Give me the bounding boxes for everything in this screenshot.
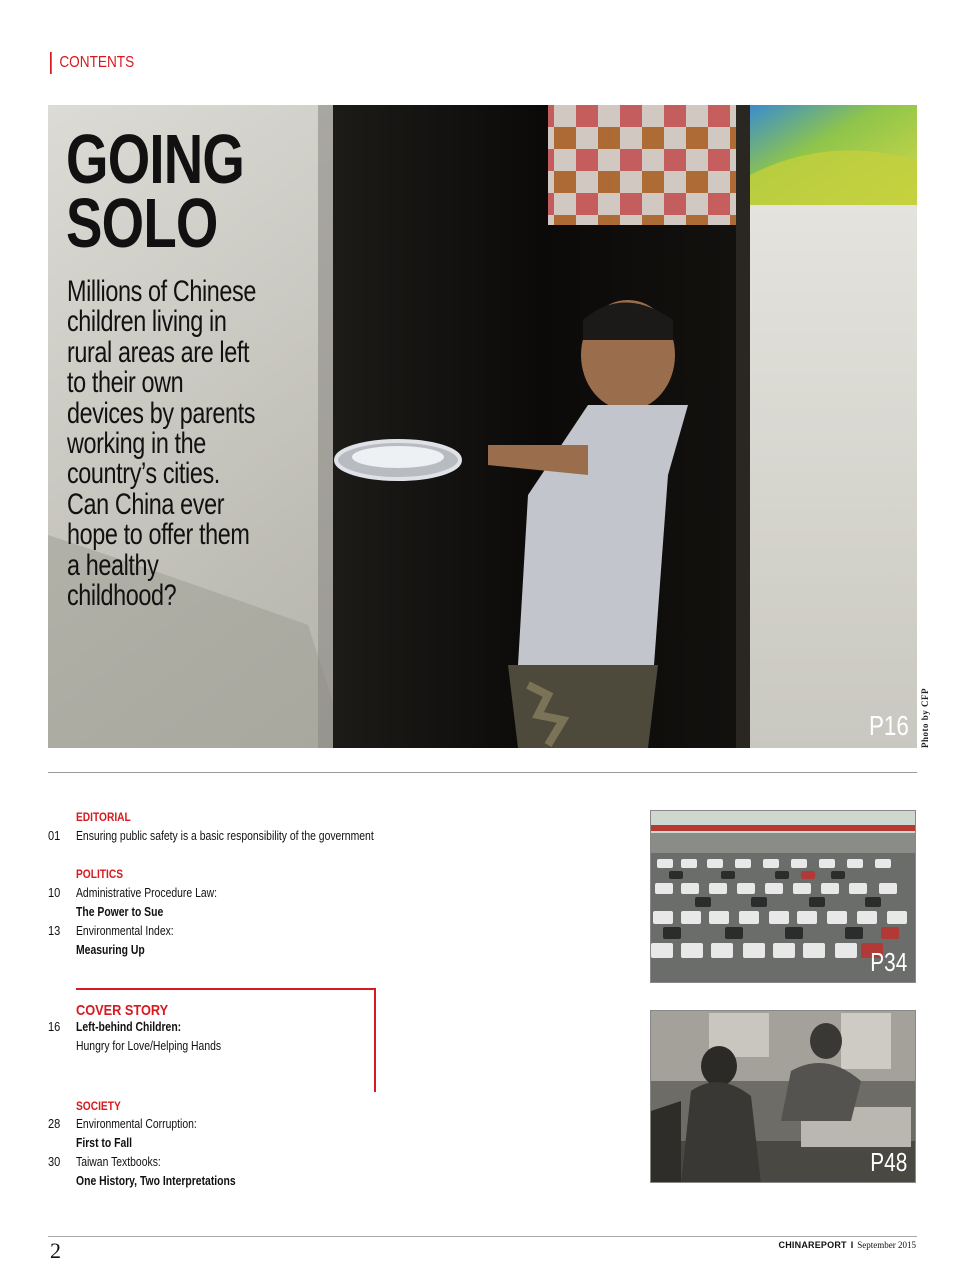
photo-credit: Photo by CFP: [920, 688, 930, 748]
toc-entry-title: Left-behind Children:: [76, 1019, 182, 1034]
toc-entry-title: Environmental Corruption:: [76, 1116, 197, 1131]
footer-issue-info: [779, 1240, 916, 1250]
toc-section-title: POLITICS: [76, 867, 124, 881]
thumbnail-page-ref[interactable]: P48: [869, 1147, 907, 1177]
toc-entry-headline: Hungry for Love/Helping Hands: [76, 1038, 222, 1053]
thumbnail-classroom[interactable]: [650, 1010, 916, 1183]
cover-headline-line1: GOING: [66, 120, 245, 198]
toc-entry-title: Ensuring public safety is a basic responsibility of the government: [76, 828, 374, 843]
magazine-brand: CHINAREPORT: [778, 1240, 847, 1250]
toc-entry-headline: Measuring Up: [76, 942, 145, 957]
toc-entry-headline: One History, Two Interpretations: [76, 1173, 236, 1188]
cover-page-ref[interactable]: P16: [869, 710, 909, 741]
thumbnail-page-ref[interactable]: P34: [869, 947, 907, 977]
cover-headline: [66, 120, 245, 262]
toc-entry-page: 10: [48, 885, 61, 900]
divider: [48, 772, 917, 773]
toc-entry-page: 01: [48, 828, 61, 843]
toc-entry-page: 28: [48, 1116, 61, 1131]
cover-photo[interactable]: [48, 105, 917, 748]
issue-date: September 2015: [857, 1240, 916, 1250]
toc-entry-title: Administrative Procedure Law:: [76, 885, 218, 900]
footer-separator: I: [850, 1240, 854, 1250]
page-number: 2: [50, 1238, 61, 1263]
toc-entry-headline: First to Fall: [76, 1135, 133, 1150]
cover-headline-line2: SOLO: [66, 184, 218, 262]
toc-entry-title: Taiwan Textbooks:: [76, 1154, 161, 1169]
cover-story-frame: [76, 988, 376, 1092]
toc-section-title: EDITORIAL: [76, 810, 131, 824]
toc-entry-title: Environmental Index:: [76, 923, 174, 938]
thumbnail-traffic[interactable]: [650, 810, 916, 983]
section-label: CONTENTS: [50, 52, 134, 74]
toc-section-title: COVER STORY: [76, 1002, 169, 1019]
toc-entry-page: 13: [48, 923, 61, 938]
toc-entry-page: 30: [48, 1154, 61, 1169]
footer-rule: [48, 1236, 917, 1237]
cover-dek: Millions of Chinese children living in rural areas are left to their own devices by parents working in the country’s cities. Can China ever hope to offer them a healthy childhood?: [67, 275, 256, 613]
toc-entry-headline: The Power to Sue: [76, 904, 164, 919]
toc-section-title: SOCIETY: [76, 1099, 121, 1113]
toc-entry-page: 16: [48, 1019, 61, 1034]
